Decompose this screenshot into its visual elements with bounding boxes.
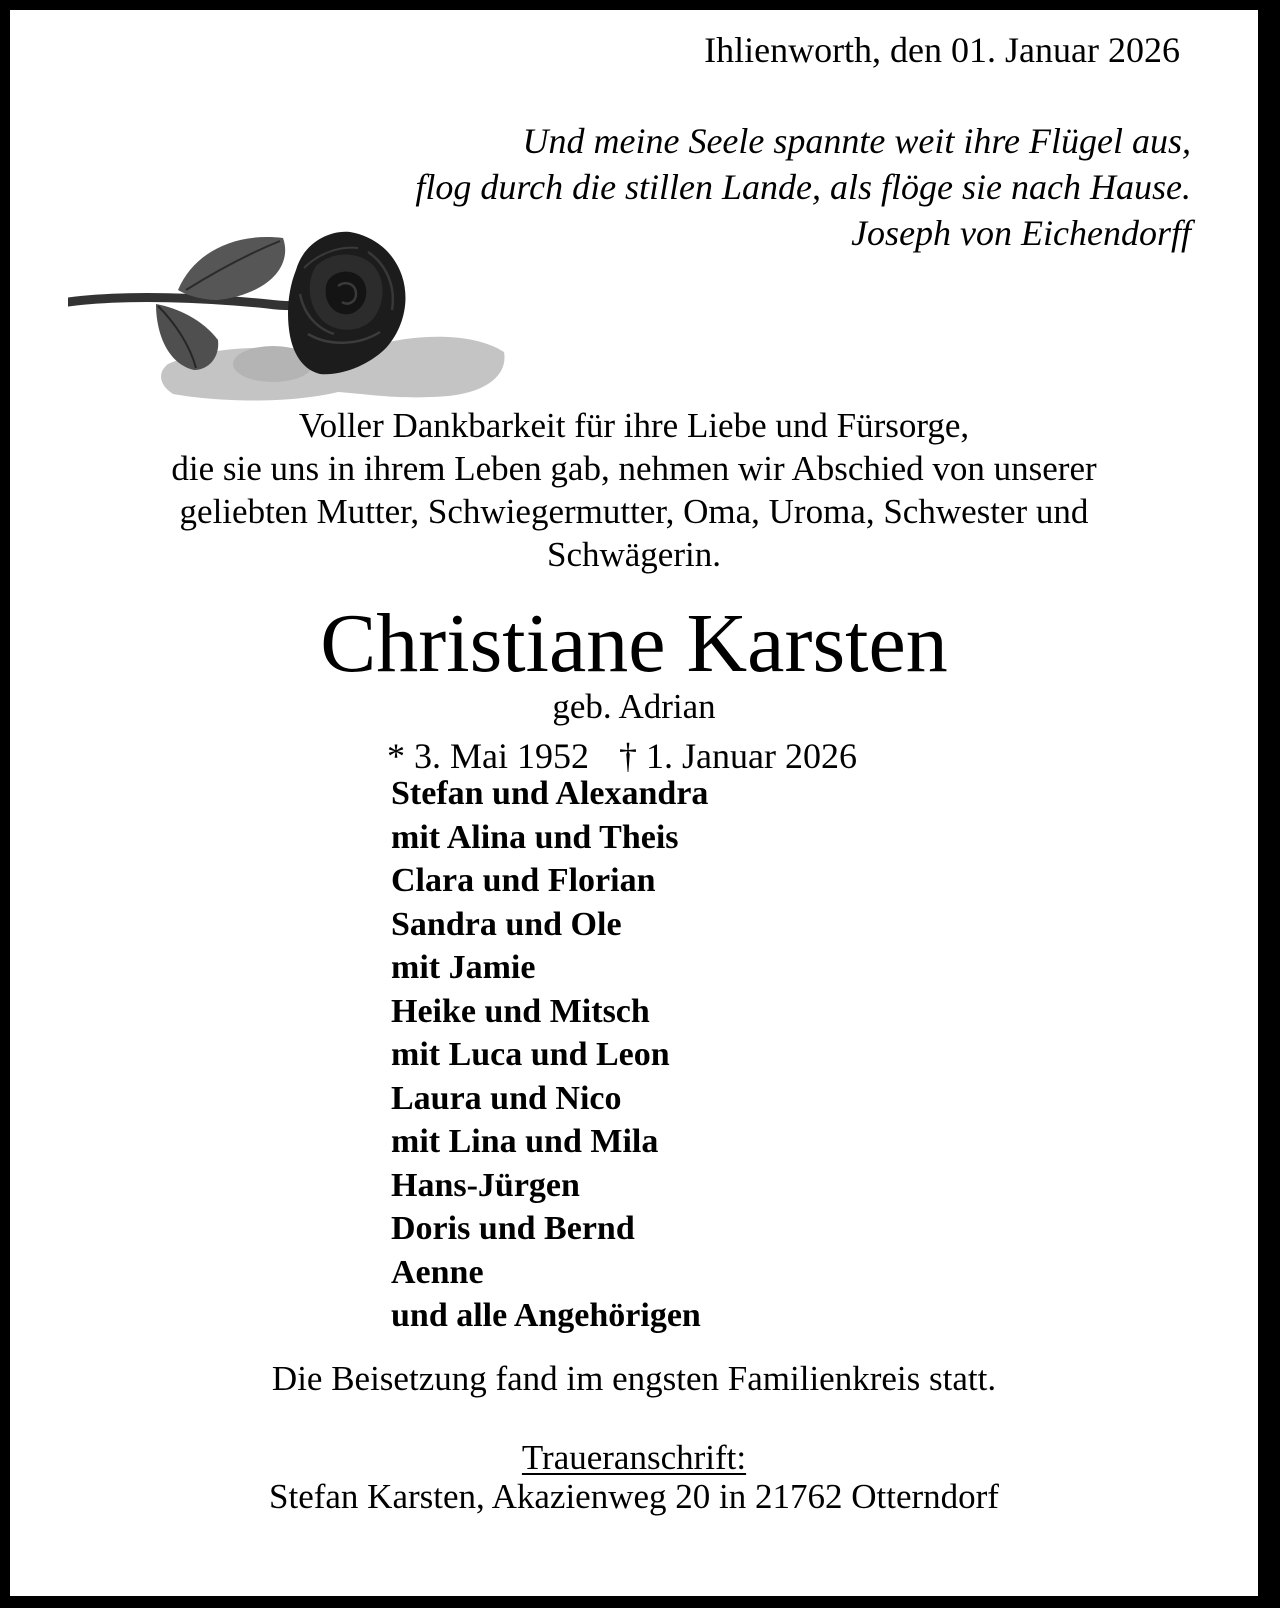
mourner-line: mit Luca und Leon (391, 1036, 670, 1073)
mourner-line: Sandra und Ole (391, 905, 622, 943)
intro-line: die sie uns in ihrem Leben gab, nehmen wir Abschied von unserer (171, 449, 1097, 488)
mourners-list (391, 772, 708, 1338)
funeral-notice: Die Beisetzung fand im engsten Familienkreis statt. (271, 1359, 997, 1398)
condolence-address: Stefan Karsten, Akazienweg 20 in 21762 Otterndorf (269, 1477, 999, 1516)
rose-icon (68, 224, 506, 406)
mourner-line: Heike und Mitsch (391, 992, 650, 1030)
rose-stem (68, 298, 308, 306)
mourner-line: mit Jamie (391, 949, 536, 986)
birth-date: * 3. Mai 1952 (387, 736, 589, 776)
quote-author: Joseph von Eichendorff (851, 213, 1191, 253)
mourner-line: mit Alina und Theis (391, 818, 679, 856)
mourner-line: und alle Angehörigen (391, 1297, 701, 1334)
place-date: Ihlienworth, den 01. Januar 2026 (704, 30, 1180, 70)
intro-text (10, 404, 1258, 576)
mourner-line: Clara und Florian (391, 862, 656, 899)
deceased-name: Christiane Karsten (320, 597, 948, 690)
death-date: † 1. Januar 2026 (619, 736, 857, 776)
quote-line: flog durch die stillen Lande, als flöge sie nach Hause. (415, 167, 1191, 207)
intro-line: Voller Dankbarkeit für ihre Liebe und Fürsorge, (298, 406, 970, 445)
intro-line: Schwägerin. (547, 535, 721, 574)
intro-line: geliebten Mutter, Schwiegermutter, Oma, Uroma, Schwester und (179, 492, 1089, 531)
address-heading-label: Traueranschrift: (521, 1438, 747, 1477)
mourner-line: Hans-Jürgen (391, 1166, 580, 1204)
poem-quote (415, 118, 1191, 256)
birth-name: geb. Adrian (552, 687, 716, 726)
mourner-line: Laura und Nico (391, 1079, 622, 1117)
mourner-line: Aenne (391, 1253, 484, 1291)
obituary-notice (10, 10, 1258, 1596)
mourner-line: Doris und Bernd (391, 1210, 635, 1247)
mourner-line: mit Lina und Mila (391, 1123, 659, 1160)
quote-line: Und meine Seele spannte weit ihre Flügel aus, (522, 121, 1191, 161)
mourner-line: Stefan und Alexandra (391, 775, 709, 812)
address-heading (10, 1436, 1258, 1480)
